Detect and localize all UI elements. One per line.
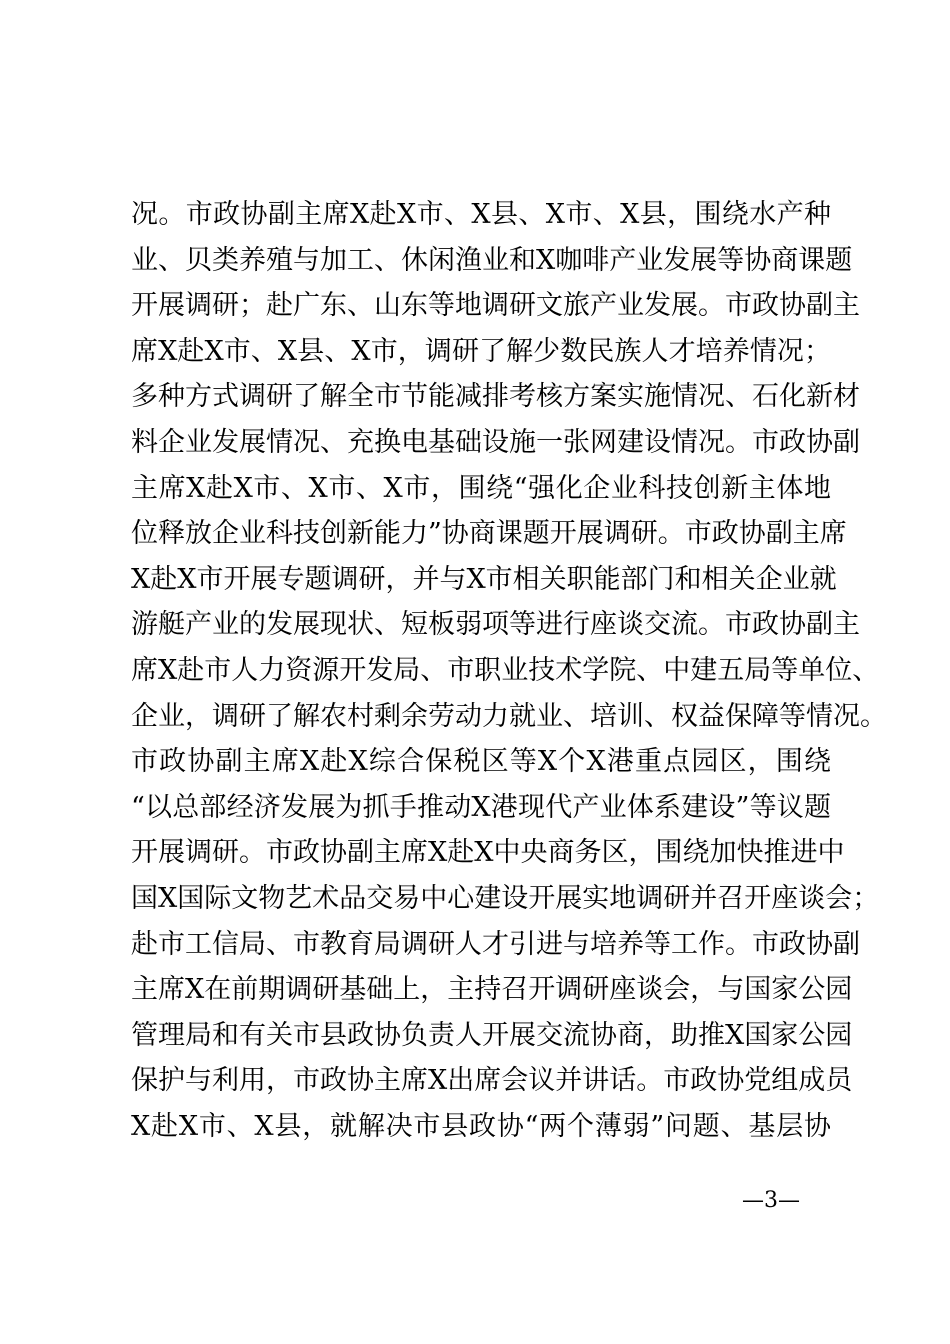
text-line: 管理局和有关市县政协负责人开展交流协商，助推X国家公园 bbox=[131, 1019, 853, 1051]
text-line: 位释放企业科技创新能力”协商课题开展调研。市政协副主席 bbox=[131, 518, 847, 550]
text-line: 席X赴市人力资源开发局、市职业技术学院、中建五局等单位、 bbox=[131, 654, 880, 686]
text-line: 业、贝类养殖与加工、休闲渔业和X咖啡产业发展等协商课题 bbox=[131, 244, 853, 276]
text-line: X赴X市开展专题调研，并与X市相关职能部门和相关企业就 bbox=[131, 563, 837, 595]
text-line: “以总部经济发展为抓手推动X港现代产业体系建设”等议题 bbox=[131, 791, 831, 823]
text-line: 主席X赴X市、X市、X市，围绕“强化企业科技创新主体地 bbox=[131, 472, 831, 504]
text-line: 游艇产业的发展现状、短板弱项等进行座谈交流。市政协副主 bbox=[131, 609, 860, 641]
text-line: X赴X市、X县，就解决市县政协“两个薄弱”问题、基层协 bbox=[131, 1110, 831, 1142]
text-line: 保护与利用，市政协主席X出席会议并讲话。市政协党组成员 bbox=[131, 1065, 853, 1097]
text-line: 企业，调研了解农村剩余劳动力就业、培训、权益保障等情况。 bbox=[131, 700, 887, 732]
text-line: 席X赴X市、X县、X市，调研了解少数民族人才培养情况； bbox=[131, 335, 831, 367]
text-line: 多种方式调研了解全市节能减排考核方案实施情况、石化新材 bbox=[131, 381, 860, 413]
text-line: 国X国际文物艺术品交易中心建设开展实地调研并召开座谈会； bbox=[131, 882, 880, 914]
text-line: 开展调研；赴广东、山东等地调研文旅产业发展。市政协副主 bbox=[131, 290, 860, 322]
page-number: —3— bbox=[742, 1188, 800, 1213]
text-line: 市政协副主席X赴X综合保税区等X个X港重点园区，围绕 bbox=[131, 746, 831, 778]
text-line: 料企业发展情况、充换电基础设施一张网建设情况。市政协副 bbox=[131, 426, 860, 458]
text-line: 开展调研。市政协副主席X赴X中央商务区，围绕加快推进中 bbox=[131, 837, 845, 869]
text-line: 赴市工信局、市教育局调研人才引进与培养等工作。市政协副 bbox=[131, 928, 860, 960]
text-line: 主席X在前期调研基础上，主持召开调研座谈会，与国家公园 bbox=[131, 974, 853, 1006]
text-line: 况。市政协副主席X赴X市、X县、X市、X县，围绕水产种 bbox=[131, 199, 831, 230]
body-text bbox=[131, 192, 887, 1149]
